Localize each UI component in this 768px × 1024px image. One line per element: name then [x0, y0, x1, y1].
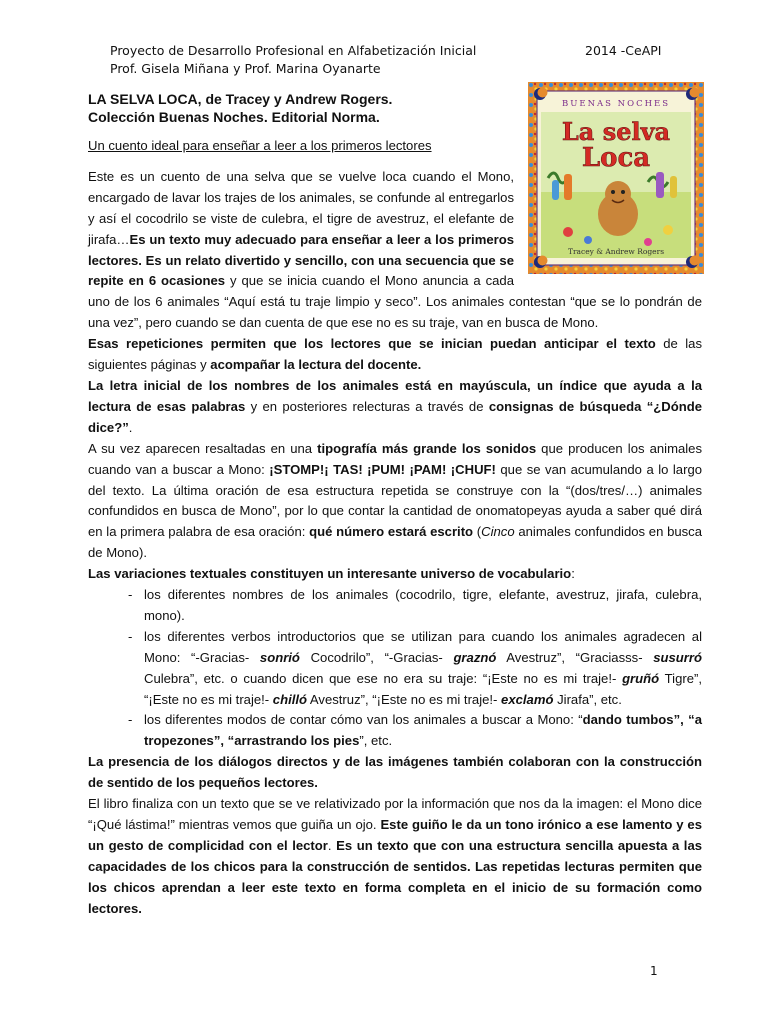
p3-bold-2: consignas de búsqueda “¿Dónde dice?”	[88, 398, 702, 435]
verb-chillo: chilló	[272, 691, 307, 707]
p4-text-2: que producen los animales cuando van a buscar a Mono:	[88, 440, 702, 477]
p7-text-1: El libro finaliza con un texto que se ve relativizado por la información que nos da la imagen: el Mono dice “¡Qué lástima!” mientras vemos que guiña un ojo.	[88, 796, 702, 832]
p1-text-1: Este es un cuento de una selva que se vuelve loca cuando el Mono, encargado de lavar los trajes de los animales, se confunde al entregarlos y así el cocodrilo se viste de culebra, el tigre de avestruz, el elefante de jirafa…	[88, 168, 514, 247]
list-item	[132, 627, 702, 711]
list-item	[132, 710, 702, 752]
header-authors-line: Prof. Gisela Miñana y Prof. Marina Oyanarte	[110, 61, 381, 76]
p4-bold-3: qué número estará escrito	[309, 524, 474, 540]
header-year: 2014 -CeAPI	[585, 43, 662, 58]
paragraph-variations	[88, 564, 702, 585]
verb-sonrio: sonrió	[259, 649, 300, 665]
page-header	[110, 42, 476, 78]
page-number: 1	[650, 964, 658, 978]
p2-bold-2: acompañar la lectura del docente.	[210, 357, 422, 373]
paragraph-onomatopoeia	[88, 439, 702, 564]
list-item-1-text: los diferentes nombres de los animales (cocodrilo, tigre, elefante, avestruz, jirafa, culebra, mono).	[144, 587, 702, 623]
list-item-3-text: ”, etc.	[359, 733, 393, 749]
list-item-2-text: los diferentes verbos introductorios que se utilizan para cuando los animales agradecen al Mono: “-Gracias-	[144, 628, 702, 665]
p5-text-1: :	[571, 566, 575, 582]
p4-text-4: (	[473, 524, 482, 540]
p4-bold-2: ¡STOMP!¡ TAS! ¡PUM! ¡PAM! ¡CHUF!	[269, 461, 496, 477]
cover-series-text: BUENAS NOCHES	[561, 99, 671, 109]
p4-bold-1: tipografía más grande los sonidos	[317, 440, 537, 456]
document-body	[88, 90, 702, 920]
verb-exclamo: exclamó	[501, 691, 554, 707]
verb-grunio: gruñó	[622, 670, 660, 686]
p4-text-3: que se van acumulando a lo largo del texto. La última oración de esa estructura repetida se construye con la “(dos/tres/…) animales confundidos en busca de Mono”, por lo que contar la cantidad de onomatopeyas ayuda a saber qué dirá en la primera palabra de esa oración:	[88, 461, 703, 540]
list-item-2-text: Cocodrilo”, “-Gracias-	[299, 649, 454, 665]
header-project-line: Proyecto de Desarrollo Profesional en Alfabetización Inicial	[110, 43, 477, 58]
verb-grazno: graznó	[453, 649, 497, 665]
p4-text-1: A su vez aparecen resaltadas en una	[88, 440, 318, 456]
paragraph-repetitions	[88, 334, 702, 376]
p6-bold: La presencia de los diálogos directos y de las imágenes también colaboran con la construcción de sentido de los pequeños lectores.	[88, 754, 702, 791]
p7-text-2: .	[327, 837, 337, 853]
p3-text-2: .	[128, 419, 133, 435]
p2-text-1: de las siguientes páginas y	[88, 336, 702, 373]
p7-bold-1: Este guiño le da un tono irónico a ese lamento y es un gesto de complicidad con el lector	[88, 817, 702, 853]
book-cover-image	[528, 82, 704, 274]
list-item-2-text: Tigre”, “¡Este no es mi traje!-	[144, 670, 702, 707]
list-item-3-text: los diferentes modos de contar cómo van los animales a buscar a Mono: “	[144, 712, 583, 728]
paragraph-initial-letter	[88, 376, 702, 439]
variations-list	[88, 585, 702, 752]
p7-bold-2: Es un texto que con una estructura sencilla apuesta a las capacidades de los chicos para la construcción de sentidos. Las repetidas lecturas permiten que los chicos aprendan a leer este texto en forma completa en el inicio de su formación como lectores.	[88, 837, 703, 916]
p2-bold-1: Esas repeticiones permiten que los lectores que se inician puedan anticipar el texto	[88, 336, 656, 352]
p1-bold-1: Es un texto muy adecuado para enseñar a leer a los primeros lectores. Es un relato divertido y sencillo, con una secuencia que se repite en 6 ocasiones	[88, 231, 514, 289]
p3-text-1: y en posteriores relecturas a través de	[245, 398, 489, 414]
p5-bold-1: Las variaciones textuales constituyen un interesante universo de vocabulario	[88, 566, 572, 582]
document-subtitle: Un cuento ideal para enseñar a leer a los primeros lectores	[88, 138, 432, 153]
list-item-2-text: Avestruz”, “¡Este no es mi traje!-	[307, 691, 502, 707]
cover-authors-text: Tracey & Andrew Rogers	[567, 247, 665, 256]
list-item	[132, 585, 702, 627]
paragraph-dialogues	[88, 752, 702, 794]
paragraph-ending	[88, 794, 702, 919]
verb-susurro: susurró	[653, 649, 702, 665]
book-cover-illustration	[528, 82, 704, 274]
p4-text-5: animales confundidos en busca de Mono).	[88, 524, 703, 561]
list-item-2-text: Avestruz”, “Graciasss-	[496, 649, 654, 665]
cover-title-bottom: Loca	[581, 143, 651, 173]
list-item-2-text: Jirafa”, etc.	[553, 691, 622, 707]
cover-title-top: La selva	[561, 117, 671, 146]
p4-italic-1: Cinco	[481, 524, 515, 540]
list-item-2-text: Culebra”, etc. o cuando dicen que ese no era su traje: “¡Este no es mi traje!-	[144, 670, 623, 686]
p1-text-2: y que se inicia cuando el Mono anuncia a cada uno de los 6 animales “Aquí está tu traje limpio y seco”. Los animales contestan “que se lo pondrán de una vez”, pero cuando se dan cuenta de que ese no es su traje, van en busca de Mono.	[88, 273, 702, 331]
title-line-1: LA SELVA LOCA, de Tracey y Andrew Rogers.	[88, 91, 393, 107]
p3-bold-1: La letra inicial de los nombres de los animales está en mayúscula, un índice que ayuda a la lectura de esas palabras	[88, 377, 702, 414]
list-item-3-bold: dando tumbos”, “a tropezones”, “arrastrando los pies	[144, 712, 702, 749]
title-line-2: Colección Buenas Noches. Editorial Norma.	[88, 109, 380, 125]
